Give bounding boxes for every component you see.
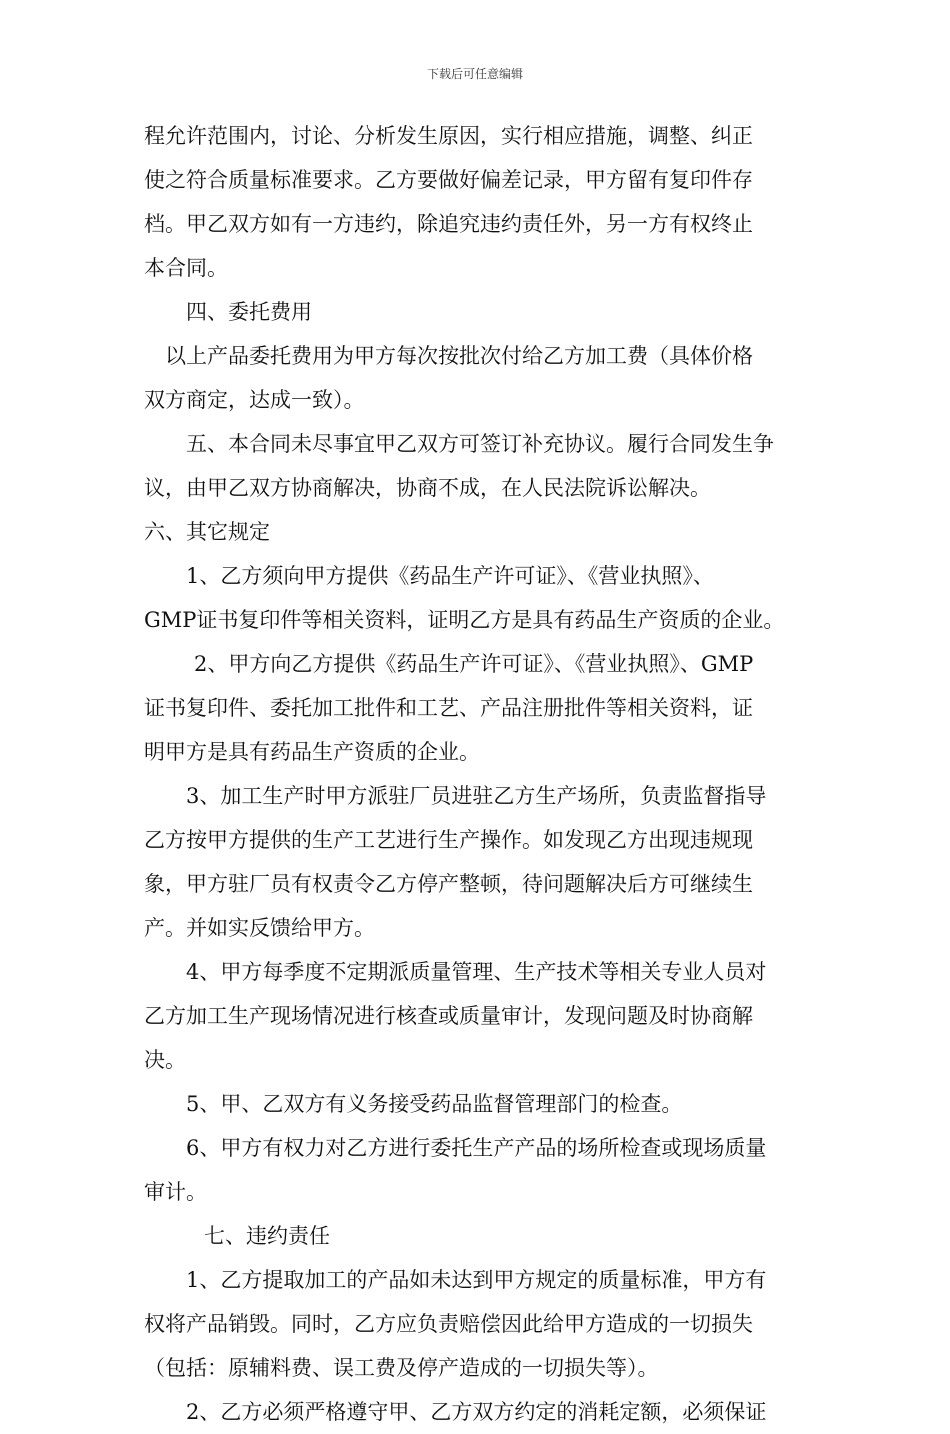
text-line: 6、甲方有权力对乙方进行委托生产产品的场所检查或现场质量 <box>186 1136 767 1160</box>
page-header: 下载后可任意编辑 <box>426 67 523 81</box>
text-line: 本合同。 <box>144 256 228 280</box>
text-line: 五、本合同未尽事宜甲乙双方可签订补充协议。履行合同发生争 <box>186 432 774 456</box>
text-line: 产。并如实反馈给甲方。 <box>144 916 375 940</box>
text-line: 双方商定，达成一致）。 <box>144 388 365 412</box>
text-line: 3、加工生产时甲方派驻厂员进驻乙方生产场所，负责监督指导 <box>186 784 767 808</box>
text-line: 议，由甲乙双方协商解决，协商不成，在人民法院诉讼解决。 <box>144 476 711 500</box>
text-line: 档。甲乙双方如有一方违约，除追究违约责任外，另一方有权终止 <box>144 212 753 236</box>
text-line: 2、乙方必须严格遵守甲、乙方双方约定的消耗定额，必须保证 <box>186 1400 767 1424</box>
text-line: 2、甲方向乙方提供《药品生产许可证》、《营业执照》、GMP <box>194 652 754 676</box>
text-line: 乙方按甲方提供的生产工艺进行生产操作。如发现乙方出现违规现 <box>144 828 753 852</box>
section-heading-other: 六、其它规定 <box>144 520 270 544</box>
text-line: 明甲方是具有药品生产资质的企业。 <box>144 740 480 764</box>
text-line: （包括：原辅料费、误工费及停产造成的一切损失等）。 <box>144 1356 659 1380</box>
text-line: 象，甲方驻厂员有权责令乙方停产整顿，待问题解决后方可继续生 <box>144 872 753 896</box>
text-line: 审计。 <box>144 1180 207 1204</box>
document-body <box>144 114 824 1434</box>
text-line: 程允许范围内，讨论、分析发生原因，实行相应措施，调整、纠正 <box>144 124 753 148</box>
section-heading-fee: 四、委托费用 <box>186 300 312 324</box>
text-line: 4、甲方每季度不定期派质量管理、生产技术等相关专业人员对 <box>186 960 767 984</box>
text-line: 决。 <box>144 1048 186 1072</box>
text-line: 1、乙方须向甲方提供《药品生产许可证》、《营业执照》、 <box>186 564 714 588</box>
text-line: GMP证书复印件等相关资料，证明乙方是具有药品生产资质的企业。 <box>144 608 785 632</box>
text-line: 5、甲、乙双方有义务接受药品监督管理部门的检查。 <box>186 1092 683 1116</box>
section-heading-breach: 七、违约责任 <box>204 1224 330 1248</box>
text-line: 证书复印件、委托加工批件和工艺、产品注册批件等相关资料，证 <box>144 696 753 720</box>
text-line: 1、乙方提取加工的产品如未达到甲方规定的质量标准，甲方有 <box>186 1268 767 1292</box>
text-line: 使之符合质量标准要求。乙方要做好偏差记录，甲方留有复印件存 <box>144 168 753 192</box>
text-line: 权将产品销毁。同时，乙方应负责赔偿因此给甲方造成的一切损失 <box>144 1312 753 1336</box>
text-line: 乙方加工生产现场情况进行核查或质量审计，发现问题及时协商解 <box>144 1004 753 1028</box>
text-line: 以上产品委托费用为甲方每次按批次付给乙方加工费（具体价格 <box>165 344 753 368</box>
